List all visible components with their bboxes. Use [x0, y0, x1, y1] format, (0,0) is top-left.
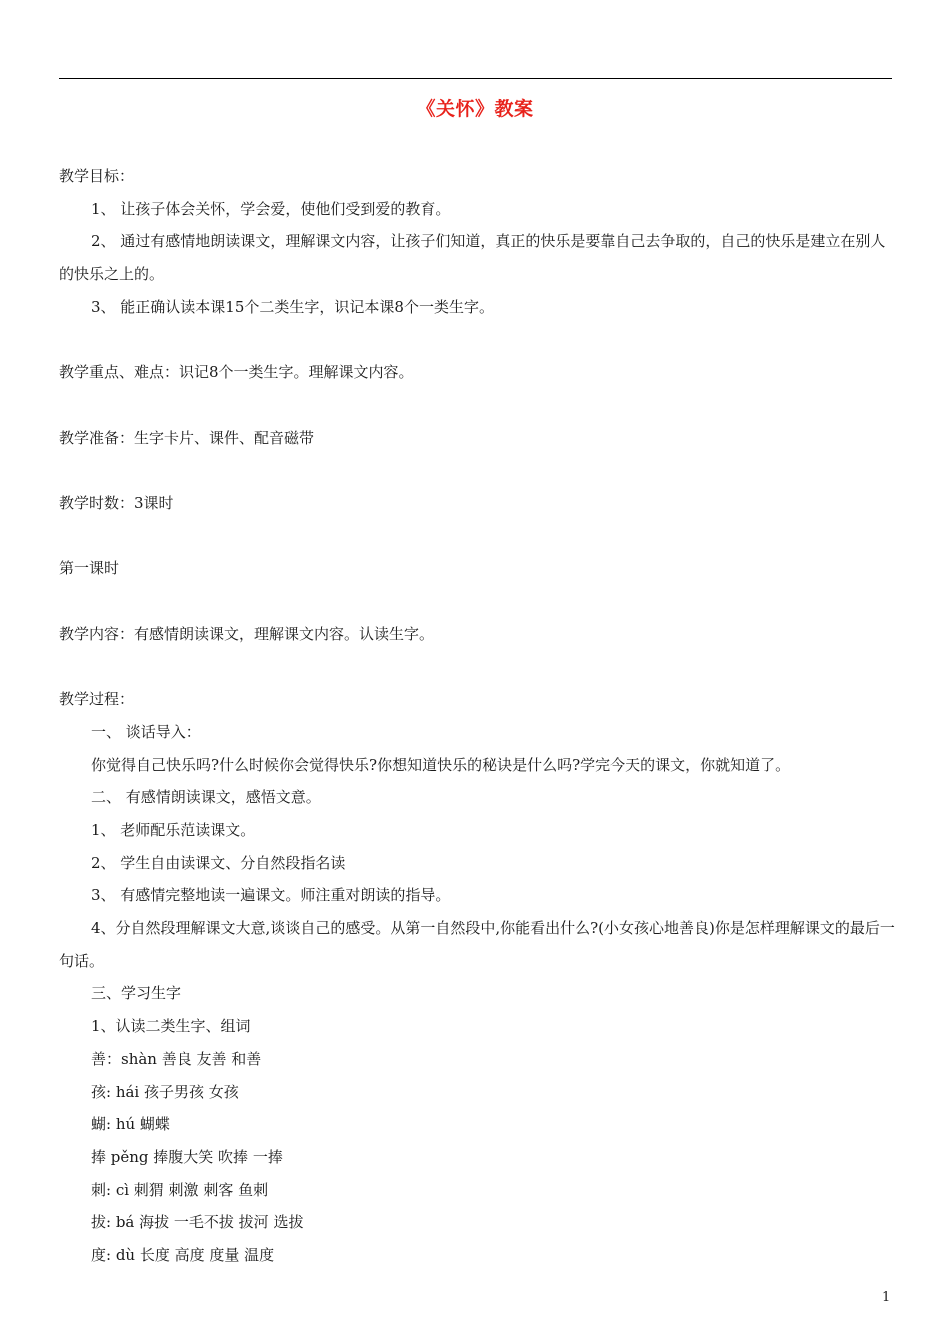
process-step: 你觉得自己快乐吗?什么时候你会觉得快乐?你想知道快乐的秘诀是什么吗?学完今天的课文，你就知道了。 [91, 755, 791, 774]
objective-item: 3、 能正确认读本课15个二类生字，识记本课8个一类生字。 [91, 297, 494, 316]
header-rule [59, 78, 892, 79]
objectives-heading: 教学目标： [59, 167, 135, 185]
lesson-content: 教学内容：有感情朗读课文，理解课文内容。认读生字。 [59, 624, 435, 643]
key-points: 教学重点、难点：识记8个一类生字。理解课文内容。 [59, 363, 414, 382]
process-step: 1、认读二类生字、组词 [91, 1017, 251, 1036]
vocab-item: 捧 pěng 捧腹大笑 吹捧 一捧 [91, 1148, 283, 1166]
process-step: 一、 谈话导入： [91, 722, 201, 741]
process-step: 3、 有感情完整地读一遍课文。师注重对朗读的指导。 [91, 886, 451, 905]
objective-item: 1、 让孩子体会关怀，学会爱，使他们受到爱的教育。 [91, 199, 451, 218]
vocab-item: 孩: hái 孩子男孩 女孩 [91, 1082, 239, 1101]
process-step: 三、学习生字 [91, 984, 182, 1003]
document-title: 《关怀》教案 [416, 98, 534, 120]
vocab-item: 善：shàn 善良 友善 和善 [91, 1049, 262, 1068]
process-heading: 教学过程： [59, 690, 135, 709]
vocab-item: 度: dù 长度 高度 度量 温度 [91, 1246, 275, 1265]
process-step: 2、 学生自由读课文、分自然段指名读 [91, 853, 346, 872]
lesson-heading: 第一课时 [59, 559, 120, 578]
teaching-hours: 教学时数：3课时 [59, 493, 174, 512]
objective-item: 2、 通过有感情地朗读课文，理解课文内容，让孩子们知道，真正的快乐是要靠自己去争取的，自己的快乐是建立在别人的快乐之上的。 [59, 232, 886, 284]
vocab-item: 刺: cì 刺猬 刺激 刺客 鱼刺 [91, 1180, 269, 1199]
vocab-item: 拔: bá 海拔 一毛不拔 拔河 选拔 [91, 1213, 304, 1232]
page-number: 1 [882, 1290, 891, 1305]
vocab-item: 蝴: hú 蝴蝶 [91, 1115, 170, 1134]
process-step: 二、 有感情朗读课文，感悟文意。 [91, 788, 321, 807]
preparation: 教学准备：生字卡片、课件、配音磁带 [59, 428, 315, 447]
process-step: 4、分自然段理解课文大意,谈谈自己的感受。从第一自然段中,你能看出什么?(小女孩心地善良)你是怎样理解课文的最后一句话。 [59, 919, 895, 970]
document-body [59, 160, 895, 1272]
process-step: 1、 老师配乐范读课文。 [91, 820, 256, 839]
